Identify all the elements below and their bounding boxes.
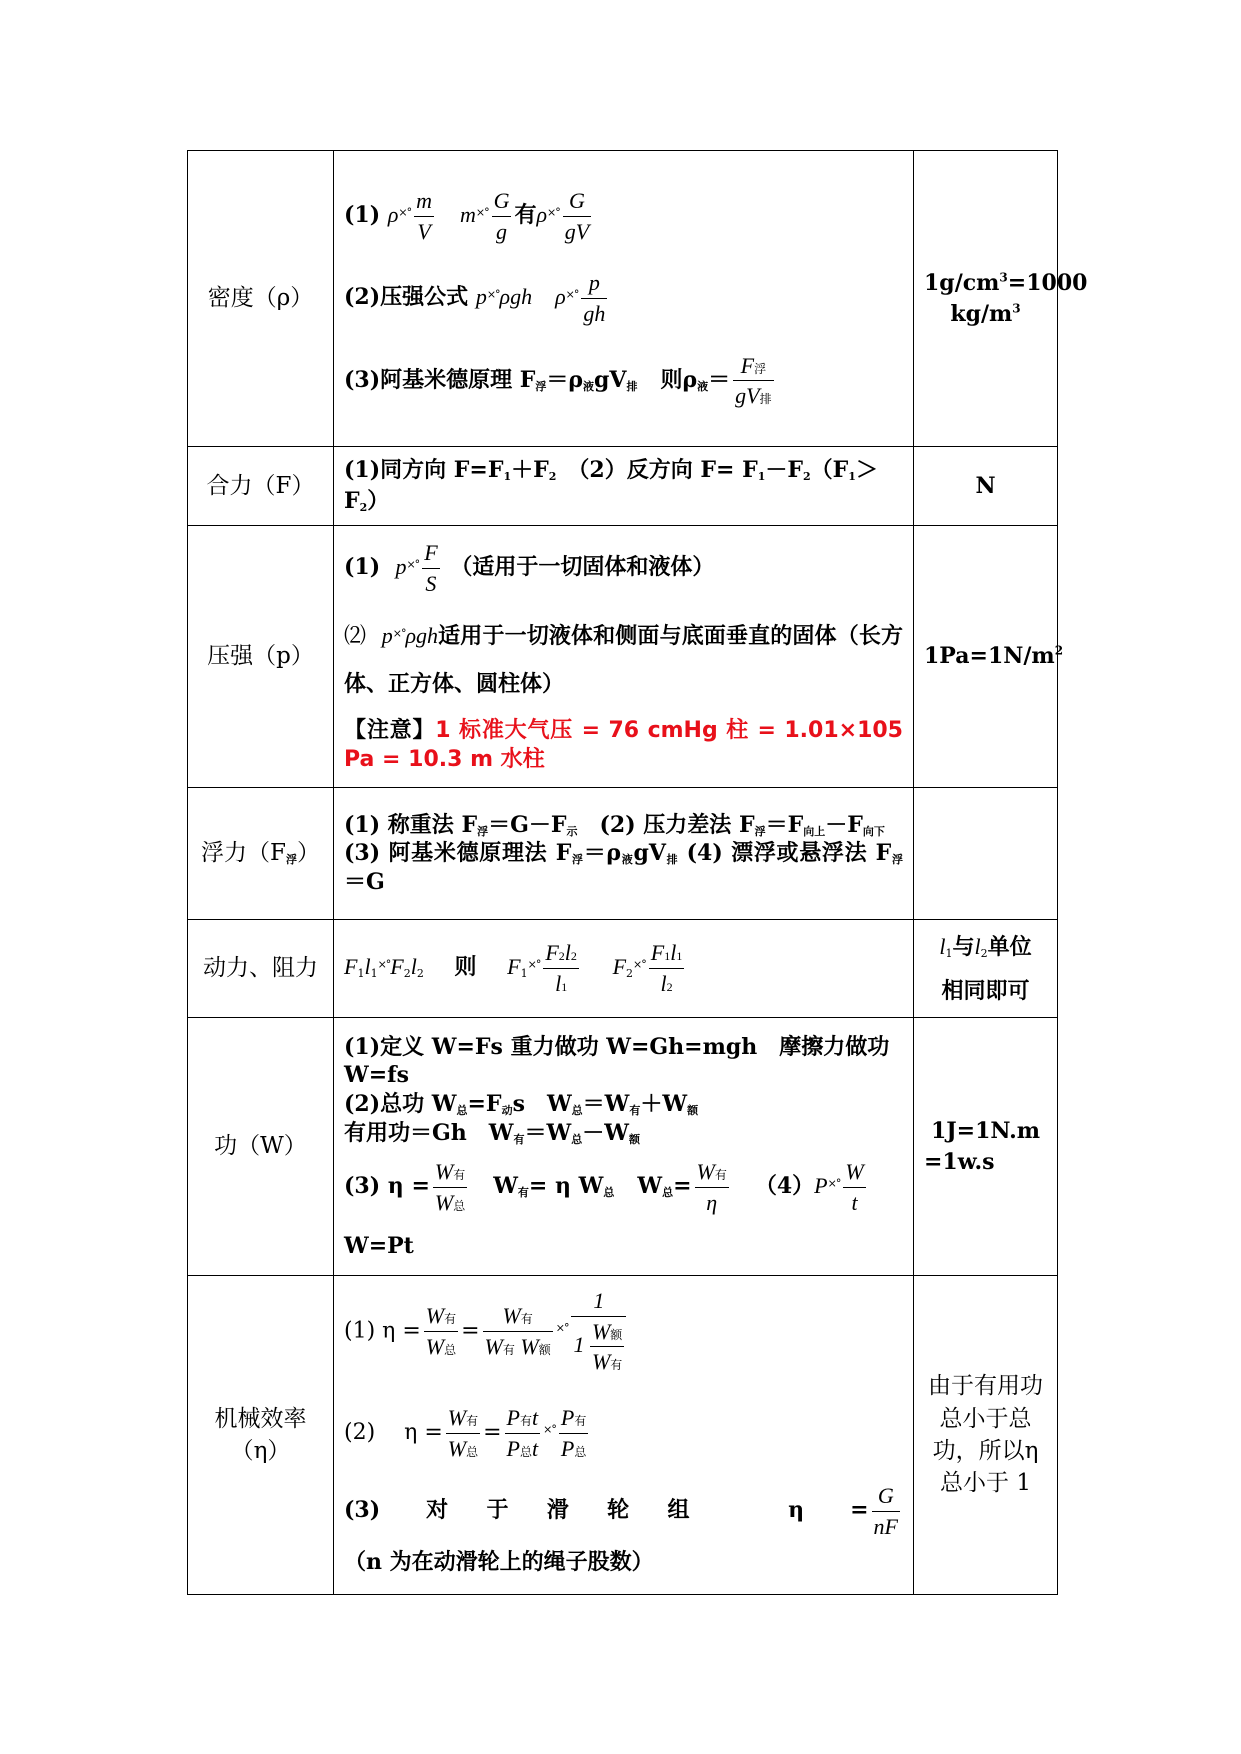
formula-cell [334, 1018, 914, 1276]
row-buoyancy [188, 788, 1058, 920]
formula-line: (2)压强公式 p×°ρgh ρ×° $\frac{p}{gh}$ [344, 268, 903, 328]
fraction: $\frac{W}{t}$ [845, 1159, 864, 1215]
row-density [188, 151, 1058, 447]
formula-cell: (1)同方向 $F=F_1+F_2$ （2）反方向 $F= F_1-F_2(F_1>F_2)$ [334, 447, 914, 526]
formula-table [187, 150, 1088, 1595]
row-name: 浮力（F浮） [188, 788, 334, 920]
formula-line: W=Pt [344, 1232, 414, 1259]
unit-cell [914, 788, 1058, 920]
formula-line: (2) η = $\frac{\text{W有}}{\text{W总}}$ = $\frac{\text{P有t}}{\text{P总t}}$ ×° $\frac{\text{P有}}{\text{P总}}$ [344, 1403, 903, 1463]
fraction: $\frac{m}{V}$ [416, 187, 432, 244]
fraction: $\frac{G}{g}$ [493, 187, 510, 244]
row-name: 合力（F） [188, 447, 334, 526]
formula-cell [334, 1276, 914, 1595]
formula-line: ⑵ p×°ρgh适用于一切液体和侧面与底面垂直的固体（长方体、正方体、圆柱体） [344, 623, 903, 697]
fraction: $\frac{F2l2}{l1}$ [545, 940, 577, 996]
fraction: $\frac{\text{W有}}{\text{W总}}$ [425, 1303, 457, 1360]
fraction: $\frac{G}{nF}$ [873, 1483, 898, 1540]
formula-line: (1) ρ×° $\frac{m}{V}$ m×° $\frac{G}{g}$ 有ρ×° $\frac{G}{gV}$ [344, 186, 903, 246]
formula-line: (2)总功 W总=F动s W总＝W有＋W额 [344, 1091, 699, 1118]
fraction: $\frac{\text{W有}}{\text{W有 W额}}$ [484, 1303, 551, 1360]
notice: 【注意】1 标准大气压 = 76 cmHg 柱 = 1.01×105 Pa = 10.3 m 水柱 [344, 716, 903, 773]
row-resultant-force [188, 447, 1058, 526]
fraction: $\frac{\text{P有t}}{\text{P总t}}$ [506, 1405, 539, 1461]
row-name: 机械效率 （η） [188, 1276, 334, 1595]
row-pressure [188, 526, 1058, 788]
fraction: $\frac{\text{W有}}{\text{W总}}$ [447, 1405, 479, 1461]
fraction: $\frac{\text{W有}}{\text{W总}}$ [434, 1159, 466, 1215]
formula-line: (1) η = $\frac{\text{W有}}{\text{W总}}$ = $\frac{\text{W有}}{\text{W有 W额}}$ ×° 1 1 $\frac{\text{W额}}{\text{W有}}$ [344, 1286, 903, 1377]
fraction: $\frac{\text{W有}}{\eta}$ [696, 1159, 727, 1215]
fraction: $\frac{G}{gV}$ [564, 187, 590, 244]
formula-line: (1)定义 W=Fs 重力做功 W=Gh=mgh 摩擦力做功 W=fs [344, 1033, 890, 1089]
formula-line: (3) 阿基米德原理法 F浮＝ρ液gV排 (4) 漂浮或悬浮法 F浮＝G [344, 840, 903, 895]
formula-line: (1) p×° $\frac{F}{S}$ （适用于一切固体和液体） [344, 538, 903, 598]
unit-cell: $1g/cm^3=1000$ $kg/m^3$ [914, 151, 1058, 447]
formula-line: (3) η = $\frac{\text{W有}}{\text{W总}}$ W有= η W总 W总= $\frac{\text{W有}}{\eta}$ （4）P×° $\frac{W}{t}$ [344, 1157, 903, 1217]
row-efficiency [188, 1276, 1058, 1595]
fraction: $\frac{p}{gh}$ [583, 270, 606, 326]
unit-cell: $l_1$与$l_2$单位 相同即可 [914, 920, 1058, 1018]
fraction: $\frac{\text{F浮}}{\text{gV排}}$ [735, 352, 772, 409]
fraction: $\frac{F}{S}$ [424, 539, 438, 596]
formula-cell: $F_1l_1^{\times^\circ}F_2l_2$ 则 $F_1^{\times^\circ}$ $\frac{F2l2}{l1}$ $F_2^{\times^\circ}$ $\frac{F1l1}{l2}$ [334, 920, 914, 1018]
fraction: 1 1 $\frac{\text{W额}}{\text{W有}}$ [571, 1286, 626, 1377]
formula-cell [334, 526, 914, 788]
formula-line: (1) 称重法 F浮＝G－F示 (2) 压力差法 F浮＝F向上－F向下 [344, 811, 885, 838]
unit-cell: $1Pa=1N/m^2$ [914, 526, 1058, 788]
row-name: 密度（ρ） [188, 151, 334, 447]
fraction: $\frac{F1l1}{l2}$ [650, 940, 683, 996]
row-name: 功（W） [188, 1018, 334, 1276]
row-name: 压强（p） [188, 526, 334, 788]
formula-cell [334, 151, 914, 447]
formula-line: (3) 对于滑轮组 η = $\frac{G}{nF}$ （n 为在动滑轮上的绳子股数） [344, 1483, 898, 1575]
unit-cell: 1J=1N.m =1w.s [914, 1018, 1058, 1276]
row-lever [188, 920, 1058, 1018]
formula-line: 有用功＝Gh W有＝W总－W额 [344, 1119, 640, 1146]
row-name: 动力、阻力 [188, 920, 334, 1018]
fraction: $\frac{\text{P有}}{\text{P总}}$ [560, 1405, 587, 1461]
unit-cell: 由于有用功总小于总功，所以η总小于 1 [914, 1276, 1058, 1595]
row-work [188, 1018, 1058, 1276]
formula-cell [334, 788, 914, 920]
formula-line: (3)阿基米德原理 F浮＝ρ液gV排 则ρ液＝ $\frac{\text{F浮}}{\text{gV排}}$ [344, 351, 903, 411]
unit-cell: N [914, 447, 1058, 526]
